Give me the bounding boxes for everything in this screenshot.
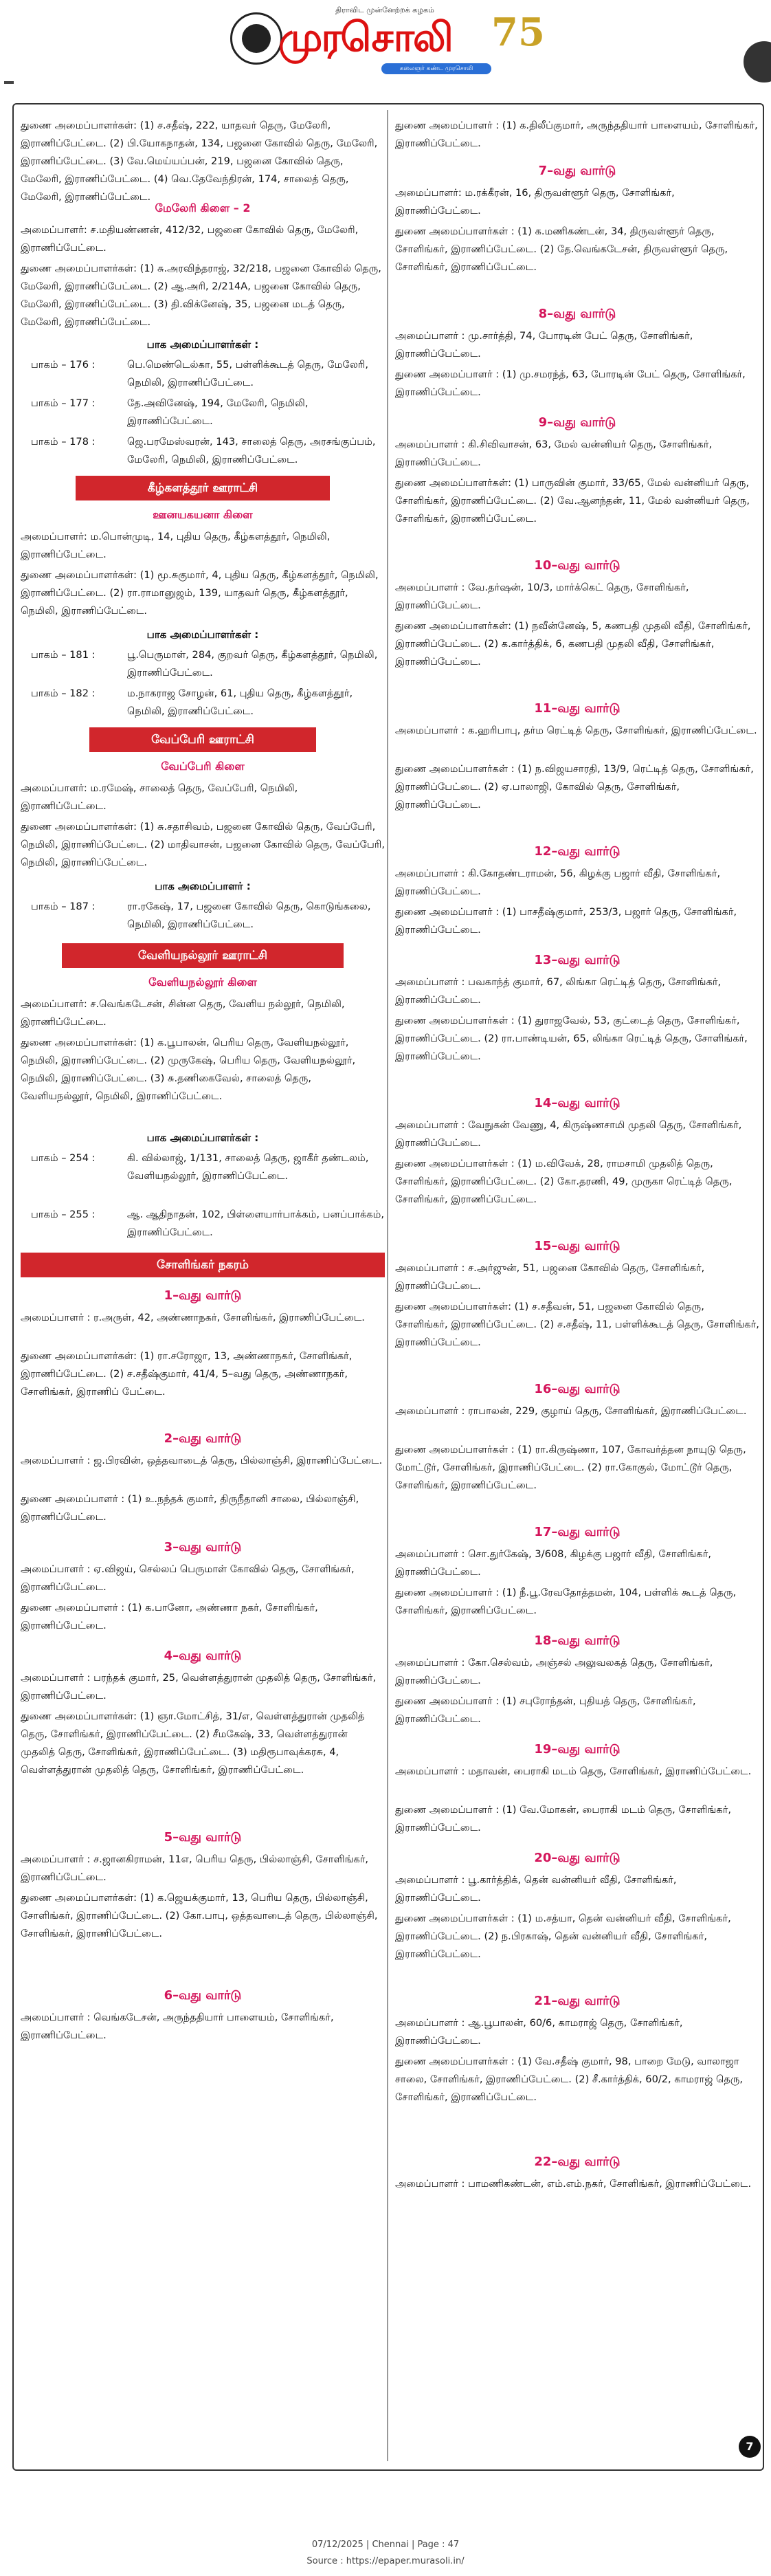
ward-heading: 1–வது வார்டு (164, 1288, 242, 1303)
ward-heading: 5–வது வார்டு (164, 1830, 242, 1845)
panchayat-heading: வேளியநல்லூர் ஊராட்சி (62, 943, 344, 968)
organizer-text: அமைப்பாளர்: ம.ரமேஷ், சாலைத் தெரு, வேப்பேரி, நெமிலி, இராணிப்பேட்டை. (21, 782, 298, 812)
organizer-text: அமைப்பாளர் : கி.கோதண்டராமன், 56, கிழக்கு பஜார் வீதி, சோளிங்கர், இராணிப்பேட்டை. (395, 868, 721, 897)
deputy-organizers-text: துணை அமைப்பாளர்கள் : (1) துராஜவேல், 53, குட்டைத் தெரு, சோளிங்கர், இராணிப்பேட்டை. (2) ரா.பாண்டியன், 65, லிங்கா ரெட்டித் தெரு, சோளிங்கர், இராணிப்பேட்டை. (395, 1015, 748, 1062)
party-emblem-icon (230, 12, 282, 65)
deputy-organizers-text: துணை அமைப்பாளர்கள்: (1) க.ஜெயக்குமார், 13, பெரிய தெரு, பில்லாஞ்சி, சோளிங்கர், இராணிப்பேட்டை. (2) கோ.பாபு, ஒத்தவாடைத் தெரு, பில்லாஞ்சி, சோளிங்கர், இராணிப்பேட்டை. (21, 1892, 378, 1939)
ward-heading: 6–வது வார்டு (164, 1988, 242, 2003)
ward-heading: 4–வது வார்டு (164, 1649, 242, 1663)
branch-heading: வேப்பேரி கிளை (161, 760, 245, 773)
organizer-text: அமைப்பாளர்: ச.மதியண்ணன், 412/32, பஜனை கோவில் தெரு, மேலேரி, இராணிப்பேட்டை. (21, 224, 359, 254)
organizer-text: அமைப்பாளர் : ச.அர்ஜுன், 51, பஜனை கோவில் தெரு, சோளிங்கர், இராணிப்பேட்டை. (395, 1262, 705, 1292)
organizer-text: அமைப்பாளர் : ர.அருள், 42, அண்ணாநகர், சோளிங்கர், இராணிப்பேட்டை. (21, 1312, 365, 1323)
deputy-organizers-text: துணை அமைப்பாளர்கள் : (1) ம.விவேக், 28, ராமசாமி முதலித் தெரு, சோளிங்கர், இராணிப்பேட்டை. (2) கோ.தரணி, 49, முருகா ரெட்டித் தெரு, சோளிங்கர், இராணிப்பேட்டை. (395, 1158, 733, 1205)
organizer-text: அமைப்பாளர் : ஜ.பிரவின், ஒத்தவாடைத் தெரு, பில்லாஞ்சி, இராணிப்பேட்டை. (21, 1455, 383, 1466)
town-heading: சோளிங்கர் நகரம் (21, 1253, 385, 1277)
deputy-organizers-text: துணை அமைப்பாளர்கள்: (1) ரா.சரோஜா, 13, அண்ணாநகர், சோளிங்கர், இராணிப்பேட்டை. (2) ச.சதீஷ்குமார், 41/4, 5–வது தெரு, அண்ணாநகர், சோளிங்கர், இராணிப் பேட்டை. (21, 1350, 353, 1398)
organizer-text: அமைப்பாளர்: ச.வெங்கடேசன், சின்ன தெரு, வேளிய நல்லூர், நெமிலி, இராணிப்பேட்டை. (21, 998, 345, 1028)
section-subheading: பாக அமைப்பாளர்கள் : (146, 628, 259, 641)
ward-heading: 18–வது வார்டு (534, 1633, 621, 1648)
organizer-text: அமைப்பாளர்: ம.ரக்கீரன், 16, திருவள்ளூர் தெரு, சோளிங்கர், இராணிப்பேட்டை. (395, 187, 675, 217)
ward-heading: 13–வது வார்டு (534, 953, 621, 967)
section-subheading: பாக அமைப்பாளர் : (155, 880, 251, 892)
corner-mark (4, 81, 14, 84)
ward-heading: 15–வது வார்டு (534, 1239, 621, 1253)
organizer-text: அமைப்பாளர் : சொ.துர்கேஷ், 3/608, கிழக்கு பஜார் வீதி, சோளிங்கர், இராணிப்பேட்டை. (395, 1548, 711, 1578)
booth-organizer: ரா.ரகேஷ், 17, பஜனை கோவில் தெரு, கொடுங்கலை, நெமிலி, இராணிப்பேட்டை. (127, 901, 371, 930)
organizer-text: அமைப்பாளர் : பவகாந்த் குமார், 67, லிங்கா ரெட்டித் தெரு, சோளிங்கர், இராணிப்பேட்டை. (395, 976, 722, 1006)
ward-heading: 20–வது வார்டு (534, 1851, 621, 1865)
deputy-organizers-text: துணை அமைப்பாளர்கள்: (1) சு.சதாசிவம், பஜனை கோவில் தெரு, வேப்பேரி, நெமிலி, இராணிப்பேட்டை. (2) மாதிவாசன், பஜனை கோவில் தெரு, வேப்பேரி, நெமிலி, இராணிப்பேட்டை. (21, 821, 385, 868)
ward-heading: 3–வது வார்டு (164, 1540, 242, 1554)
deputy-organizers-text: துணை அமைப்பாளர் : (1) நீ.பூ.ரேவதோத்தமன், 104, பள்ளிக் கூடத் தெரு, சோளிங்கர், இராணிப்பேட்டை. (395, 1587, 737, 1616)
booth-organizer: பூ.பெருமாள், 284, குறவர் தெரு, கீழ்களத்தூர், நெமிலி, இராணிப்பேட்டை. (127, 649, 378, 679)
deputy-organizers-text: துணை அமைப்பாளர் : (1) வே.மோகன், பைராகி மடம் தெரு, சோளிங்கர், இராணிப்பேட்டை. (395, 1804, 731, 1834)
organizer-text: அமைப்பாளர் : ச.ஜானகிராமன், 11எ, பெரிய தெரு, பில்லாஞ்சி, சோளிங்கர், இராணிப்பேட்டை. (21, 1853, 368, 1883)
organizer-text: அமைப்பாளர் : மு.சார்த்தி, 74, போரடின் பேட் தெரு, சோளிங்கர், இராணிப்பேட்டை. (395, 330, 693, 360)
booth-number: பாகம் – 254 : (31, 1152, 96, 1164)
panchayat-heading: கீழ்களத்தூர் ஊராட்சி (76, 476, 330, 500)
organizer-text: அமைப்பாளர் : வே.தர்ஷன், 10/3, மார்க்கெட் தெரு, சோளிங்கர், இராணிப்பேட்டை. (395, 582, 689, 611)
organizer-text: அமைப்பாளர்: ம.பொன்முடி, 14, புதிய தெரு, கீழ்களத்தூர், நெமிலி, இராணிப்பேட்டை. (21, 531, 331, 560)
deputy-organizers-text: துணை அமைப்பாளர் : (1) க.திலீப்குமார், அருந்ததியார் பாளையம், சோளிங்கர், இராணிப்பேட்டை. (395, 120, 758, 149)
booth-organizer: தே.அவினேஷ், 194, மேலேரி, நெமிலி, இராணிப்பேட்டை. (127, 397, 309, 427)
booth-organizer: ஜெ.பரமேஸ்வரன், 143, சாலைத் தெரு, அரசங்குப்பம், மேலேரி, நெமிலி, இராணிப்பேட்டை. (127, 436, 376, 465)
ward-heading: 14–வது வார்டு (534, 1096, 621, 1110)
anniversary-badge: 75 (491, 10, 545, 55)
branch-heading: ஊனயகயனா கிளை (153, 508, 253, 521)
booth-organizer: கி. வில்லாஜ், 1/131, சாலைத் தெரு, ஜாகீர் தண்டலம், வேளியநல்லூர், இராணிப்பேட்டை. (127, 1152, 369, 1182)
footer-date-page: 07/12/2025 | Chennai | Page : 47 (311, 2540, 460, 2550)
organizer-text: அமைப்பாளர் : மதாவன், பைராகி மடம் தெரு, சோளிங்கர், இராணிப்பேட்டை. (395, 1765, 752, 1777)
organizer-text: அமைப்பாளர் : பாமணிகண்டன், எம்.எம்.நகர், சோளிங்கர், இராணிப்பேட்டை. (395, 2178, 752, 2190)
organizer-text: அமைப்பாளர் : பூ.கார்த்திக், தென் வன்னியர் வீதி, சோளிங்கர், இராணிப்பேட்டை. (395, 1874, 677, 1904)
deputy-organizers-text: துணை அமைப்பாளர்கள்: (1) ச.சதீவன், 51, பஜனை கோவில் தெரு, சோளிங்கர், இராணிப்பேட்டை. (2) ச.சதீஷ், 11, பள்ளிக்கூடத் தெரு, சோளிங்கர், இராணிப்பேட்டை. (395, 1301, 759, 1348)
ward-heading: 9–வது வார்டு (538, 415, 616, 430)
ward-heading: 7–வது வார்டு (538, 164, 616, 178)
deputy-organizers-text: துணை அமைப்பாளர் : (1) பாசதீஷ்குமார், 253/3, பஜார் தெரு, சோளிங்கர், இராணிப்பேட்டை. (395, 906, 737, 936)
booth-number: பாகம் – 178 : (31, 436, 96, 448)
deputy-organizers-text: துணை அமைப்பாளர்கள்: (1) மூ.சுகுமார், 4, புதிய தெரு, கீழ்களத்தூர், நெமிலி, இராணிப்பேட்டை. (2) ரா.ராமானுஜம், 139, யாதவர் தெரு, கீழ்களத்தூர், நெமிலி, இராணிப்பேட்டை. (21, 569, 379, 617)
deputy-organizers-text: துணை அமைப்பாளர் : (1) உ.நந்தக் குமார், திருநீதானி சாலை, பில்லாஞ்சி, இராணிப்பேட்டை. (21, 1493, 359, 1523)
deputy-organizers-text: துணை அமைப்பாளர்கள்: (1) ஞா.மோட்சித், 31/எ, வெள்ளத்துரான் முதலித் தெரு, சோளிங்கர், இராணிப்பேட்டை. (2) சீமகேஷ், 33, வெள்ளத்துரான் முதலித் தெரு, சோளிங்கர், இராணிப்பேட்டை. (3) மதிரூபாவுக்கரசு, 4, வெள்ளத்துரான் முதலித் தெரு, சோளிங்கர், இராணிப்பேட்டை. (21, 1710, 365, 1776)
newspaper-title: முரசொலி (278, 14, 452, 60)
organizer-text: அமைப்பாளர் : ராபாலன், 229, குழாய் தெரு, சோளிங்கர், இராணிப்பேட்டை. (395, 1405, 747, 1417)
page-number-badge: 7 (739, 2436, 761, 2458)
deputy-organizers-text: துணை அமைப்பாளர்கள் : (1) ரா.கிருஷ்ணா, 107, கோவர்த்தன நாயுடு தெரு, மோட்டூர், சோளிங்கர், இராணிப்பேட்டை. (2) ரா.கோகுல், மோட்டூர் தெரு, சோளிங்கர், இராணிப்பேட்டை. (395, 1444, 746, 1491)
ward-heading: 12–வது வார்டு (534, 844, 621, 859)
ward-heading: 21–வது வார்டு (534, 1994, 621, 2008)
deputy-organizers-text: துணை அமைப்பாளர்கள்: (1) சு.அரவிந்தராஜ், 32/218, பஜனை கோவில் தெரு, மேலேரி, இராணிப்பேட்டை. (2) ஆ.அரி, 2/214A, பஜனை கோவில் தெரு, மேலேரி, இராணிப்பேட்டை. (3) தி.விக்னேஷ், 35, பஜனை மடத் தெரு, மேலேரி, இராணிப்பேட்டை. (21, 263, 381, 328)
booth-organizer: ஆ. ஆதிநாதன், 102, பிள்ளையார்பாக்கம், பனப்பாக்கம், இராணிப்பேட்டை. (127, 1209, 385, 1238)
footer-source-link[interactable]: Source : https://epaper.murasoli.in/ (306, 2556, 465, 2566)
organizer-text: அமைப்பாளர் : கி.சிவிவாசன், 63, மேல் வன்னியர் தெரு, சோளிங்கர், இராணிப்பேட்டை. (395, 439, 713, 468)
booth-number: பாகம் – 176 : (31, 359, 96, 371)
deputy-organizers-text: துணை அமைப்பாளர்கள்: (1) பாருவின் குமார், 33/65, மேல் வன்னியர் தெரு, சோளிங்கர், இராணிப்பேட்டை. (2) வே.ஆனந்தன், 11, மேல் வன்னியர் தெரு, சோளிங்கர், இராணிப்பேட்டை. (395, 477, 750, 525)
masthead-subtitle: கலைஞர் கண்ட முரசொலி (381, 63, 491, 74)
organizer-text: அமைப்பாளர் : பரந்தக் குமார், 25, வெள்ளத்துரான் முதலித் தெரு, சோளிங்கர், இராணிப்பேட்டை. (21, 1672, 377, 1702)
organizer-text: அமைப்பாளர் : கோ.செல்வம், அஞ்சல் அலுவலகத் தெரு, சோளிங்கர், இராணிப்பேட்டை. (395, 1657, 713, 1686)
deputy-organizers-text: துணை அமைப்பாளர் : (1) க.பானோ, அண்ணா நகர், சோளிங்கர், இராணிப்பேட்டை. (21, 1602, 318, 1631)
ward-heading: 8–வது வார்டு (538, 307, 616, 321)
branch-heading: மேலேரி கிளை – 2 (155, 201, 251, 214)
deputy-organizers-text: துணை அமைப்பாளர்கள் : (1) க.மணிகண்டன், 34, திருவள்ளூர் தெரு, சோளிங்கர், இராணிப்பேட்டை. (2) தே.வெங்கடேசன், திருவள்ளூர் தெரு, சோளிங்கர், இராணிப்பேட்டை. (395, 225, 728, 273)
ward-heading: 2–வது வார்டு (164, 1431, 242, 1446)
deputy-organizers-text: துணை அமைப்பாளர் : (1) சபுரோந்தன், புதியத் தெரு, சோளிங்கர், இராணிப்பேட்டை. (395, 1695, 696, 1725)
masthead-tagline: திராவிட முன்னேற்றக் கழகம் (335, 5, 434, 14)
page-curl-decoration (744, 41, 771, 82)
booth-organizer: ம.நாகராஜ சோழன், 61, புதிய தெரு, கீழ்களத்தூர், நெமிலி, இராணிப்பேட்டை. (127, 687, 353, 717)
booth-number: பாகம் – 255 : (31, 1209, 96, 1220)
booth-number: பாகம் – 177 : (31, 397, 96, 409)
ward-heading: 11–வது வார்டு (534, 701, 621, 716)
booth-organizer: பெ.மெண்டெல்கா, 55, பள்ளிக்கூடத் தெரு, மேலேரி, நெமிலி, இராணிப்பேட்டை. (127, 359, 368, 388)
section-subheading: பாக அமைப்பாளர்கள் : (146, 1132, 259, 1144)
ward-heading: 22–வது வார்டு (534, 2155, 621, 2169)
deputy-organizers-text: துணை அமைப்பாளர் : (1) மு.சமரந்த், 63, போரடின் பேட் தெரு, சோளிங்கர், இராணிப்பேட்டை. (395, 368, 746, 398)
organizer-text: அமைப்பாளர் : வெங்கடேசன், அருந்ததியார் பாளையம், சோளிங்கர், இராணிப்பேட்டை. (21, 2012, 334, 2041)
deputy-organizers-text: துணை அமைப்பாளர்கள் : (1) வே.சதீஷ் குமார், 98, பாறை மேடு, வாலாஜா சாலை, சோளிங்கர், இராணிப்பேட்டை. (2) சீ.கார்த்திக், 60/2, காமராஜ் தெரு, சோளிங்கர், இராணிப்பேட்டை. (395, 2056, 744, 2103)
ward-heading: 19–வது வார்டு (534, 1742, 621, 1757)
ward-heading: 17–வது வார்டு (534, 1525, 621, 1539)
section-subheading: பாக அமைப்பாளர்கள் : (146, 338, 259, 351)
organizer-text: அமைப்பாளர் : வேநுகன் வேணு, 4, கிருஷ்ணசாமி முதலி தெரு, சோளிங்கர், இராணிப்பேட்டை. (395, 1119, 742, 1149)
deputy-organizers-text: துணை அமைப்பாளர்கள்: (1) ச.சதீஷ், 222, யாதவர் தெரு, மேலேரி, இராணிப்பேட்டை. (2) பி.யோகநாதன், 134, பஜனை கோவில் தெரு, மேலேரி, இராணிப்பேட்டை. (3) வே.மெய்யப்பன், 219, பஜனை கோவில் தெரு, மேலேரி, இராணிப்பேட்டை. (4) வெ.தேவேந்திரன், 174, சாலைத் தெரு, மேலேரி, இராணிப்பேட்டை. (21, 120, 378, 203)
booth-number: பாகம் – 187 : (31, 901, 96, 912)
organizer-text: அமைப்பாளர் : ஏ.விஜய், செல்லப் பெருமாள் கோவில் தெரு, சோளிங்கர், இராணிப்பேட்டை. (21, 1563, 355, 1593)
ward-heading: 16–வது வார்டு (534, 1382, 621, 1396)
deputy-organizers-text: துணை அமைப்பாளர்கள்: (1) நவீன்னேஷ், 5, கணபதி முதலி வீதி, சோளிங்கர், இராணிப்பேட்டை. (2) க.கார்த்திக், 6, கணபதி முதலி வீதி, சோளிங்கர், இராணிப்பேட்டை. (395, 620, 751, 668)
booth-number: பாகம் – 181 : (31, 649, 96, 661)
deputy-organizers-text: துணை அமைப்பாளர்கள் : (1) ந.விஜயசாரதி, 13/9, ரெட்டித் தெரு, சோளிங்கர், இராணிப்பேட்டை. (2) ஏ.பாலாஜி, கோவில் தெரு, சோளிங்கர், இராணிப்பேட்டை. (395, 763, 754, 811)
panchayat-heading: வேப்பேரி ஊராட்சி (89, 727, 316, 752)
ward-heading: 10–வது வார்டு (534, 558, 621, 573)
organizer-text: அமைப்பாளர் : ஆ.பூபாலன், 60/6, காமராஜ் தெரு, சோளிங்கர், இராணிப்பேட்டை. (395, 2017, 683, 2047)
deputy-organizers-text: துணை அமைப்பாளர்கள்: (1) க.பூபாலன், பெரிய தெரு, வேளியநல்லூர், நெமிலி, இராணிப்பேட்டை. (2) முருகேஷ், பெரிய தெரு, வேளியநல்லூர், நெமிலி, இராணிப்பேட்டை. (3) சு.தணிகைவேல், சாலைத் தெரு, வேளியநல்லூர், நெமிலி, இராணிப்பேட்டை. (21, 1037, 356, 1102)
deputy-organizers-text: துணை அமைப்பாளர்கள் : (1) ம.சத்யா, தென் வன்னியர் வீதி, சோளிங்கர், இராணிப்பேட்டை. (2) ந.பிரகாஷ், தென் வன்னியர் வீதி, சோளிங்கர், இராணிப்பேட்டை. (395, 1913, 731, 1960)
masthead (0, 0, 771, 103)
booth-number: பாகம் – 182 : (31, 687, 96, 699)
organizer-text: அமைப்பாளர் : க.ஹரிபாபு, தர்ம ரெட்டித் தெரு, சோளிங்கர், இராணிப்பேட்டை. (395, 725, 757, 736)
branch-heading: வேளியநல்லூர் கிளை (148, 976, 257, 989)
